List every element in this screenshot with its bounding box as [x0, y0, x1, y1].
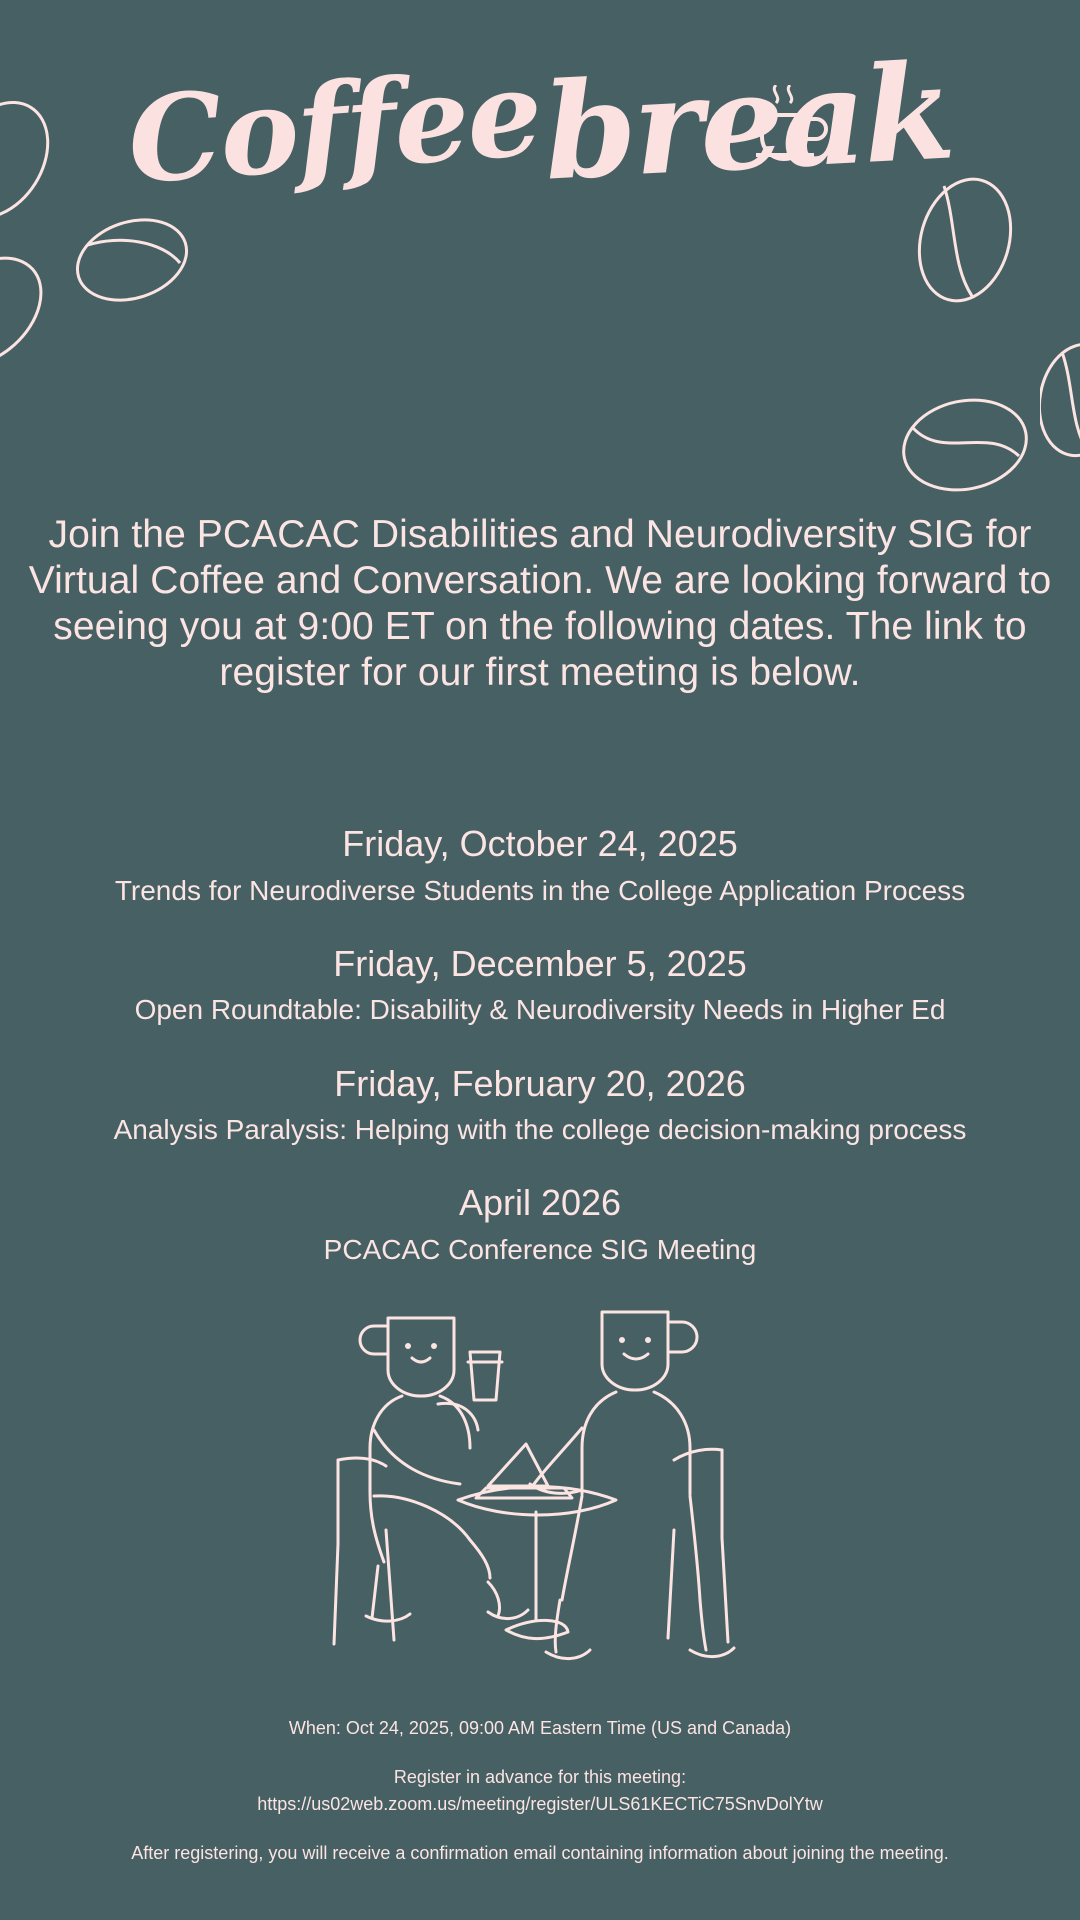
footer-details [0, 1715, 1080, 1867]
session-date: Friday, October 24, 2025 [342, 823, 738, 864]
coffee-bean-icon [70, 205, 200, 315]
session-item [0, 1060, 1080, 1150]
when-line: When: Oct 24, 2025, 09:00 AM Eastern Time (US and Canada) [288, 1718, 792, 1738]
intro-paragraph: Join the PCACAC Disabilities and Neurodiversity SIG for Virtual Coffee and Conversation. We are looking forward to seeing you at 9:00 ET on the following dates. The link to register for our first meeting is below. [28, 513, 1052, 695]
register-label: Register in advance for this meeting: [393, 1767, 687, 1787]
session-item [0, 940, 1080, 1030]
session-item [0, 820, 1080, 910]
session-date: Friday, February 20, 2026 [334, 1062, 746, 1104]
two-people-at-cafe-table-illustration [0, 1300, 1080, 1700]
logo-line-coffee: Coffee [123, 42, 545, 211]
session-date: April 2026 [458, 1182, 622, 1224]
register-url-link[interactable]: https://us02web.zoom.us/meeting/register/ULS61KECTiC75SnvDolYtw [257, 1794, 823, 1814]
session-item [0, 1179, 1080, 1269]
coffee-bean-icon [895, 380, 1045, 510]
session-title: Analysis Paralysis: Helping with the college decision-making process [113, 1114, 967, 1146]
coffee-bean-icon [1040, 340, 1080, 460]
after-registering-note: After registering, you will receive a confirmation email containing information about joining the meeting. [131, 1843, 949, 1863]
session-title: Open Roundtable: Disability & Neurodiversity Needs in Higher Ed [134, 994, 946, 1026]
coffee-bean-icon [0, 240, 75, 380]
session-title: Trends for Neurodiverse Students in the College Application Process [114, 874, 966, 906]
session-date: Friday, December 5, 2025 [333, 942, 747, 984]
session-title: PCACAC Conference SIG Meeting [323, 1233, 757, 1265]
logo-line-break: break [540, 34, 957, 211]
session-list [0, 820, 1080, 1299]
logo [0, 34, 1080, 211]
